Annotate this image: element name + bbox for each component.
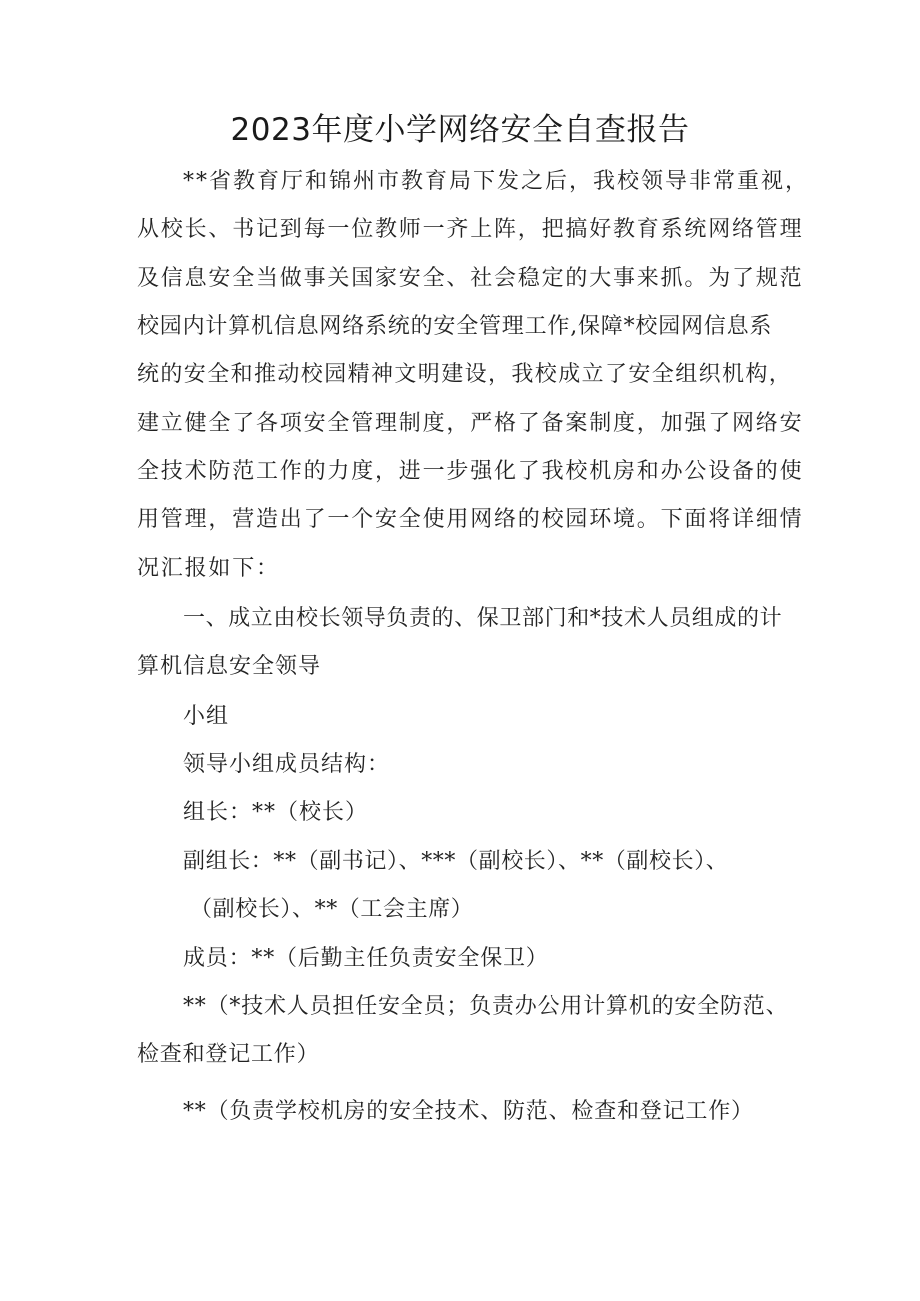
section-heading-line: 算机信息安全领导 — [137, 654, 322, 679]
paragraph-line: 从校长、书记到每一位教师一齐上阵，把搞好教育系统网络管理 — [137, 217, 804, 242]
section-heading-line: 一、成立由校长领导负责的、保卫部门和*技术人员组成的计 — [183, 606, 783, 631]
paragraph-line: 用管理，营造出了一个安全使用网络的校园环境。下面将详细情 — [137, 507, 804, 532]
text-line: （副校长）、**（工会主席） — [190, 897, 474, 922]
paragraph-line: 况汇报如下： — [137, 556, 280, 581]
text-line: 小组 — [183, 704, 230, 729]
paragraph-line: 建立健全了各项安全管理制度，严格了备案制度，加强了网络安 — [137, 411, 804, 436]
paragraph-line: 统的安全和推动校园精神文明建设，我校成立了安全组织机构， — [137, 362, 793, 387]
paragraph-line: 及信息安全当做事关国家安全、社会稳定的大事来抓。为了规范 — [137, 266, 804, 291]
paragraph-line: 校园内计算机信息网络系统的安全管理工作,保障*校园网信息系 — [137, 314, 773, 339]
text-line: **（负责学校机房的安全技术、防范、检查和登记工作） — [183, 1099, 754, 1124]
text-line: 检查和登记工作） — [137, 1042, 320, 1067]
text-line: **（*技术人员担任安全员；负责办公用计算机的安全防范、 — [183, 994, 789, 1019]
text-line: 成员：**（后勤主任负责安全保卫） — [183, 946, 549, 971]
text-line: 副组长：**（副书记）、***（副校长）、**（副校长）、 — [183, 849, 729, 874]
text-line: 领导小组成员结构： — [183, 752, 391, 777]
paragraph-line: 全技术防范工作的力度，进一步强化了我校机房和办公设备的使 — [137, 459, 804, 484]
text-line: 组长：**（校长） — [183, 800, 369, 825]
document-title: 2023年度小学网络安全自查报告 — [230, 112, 690, 148]
paragraph-line: **省教育厅和锦州市教育局下发之后，我校领导非常重视， — [183, 169, 810, 194]
